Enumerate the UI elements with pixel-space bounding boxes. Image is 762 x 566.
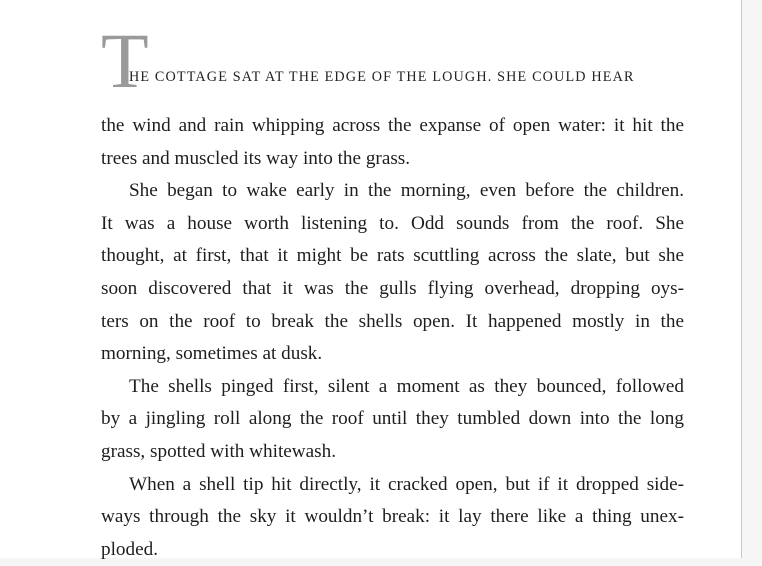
text-line: grass, spotted with whitewash. <box>101 440 337 462</box>
opening-line <box>101 17 684 110</box>
text-line: It was a house worth listening to. Odd sounds from the roof. She <box>101 212 684 234</box>
body-text <box>101 17 684 566</box>
paragraph-lines <box>101 110 684 566</box>
text-line: ploded. <box>101 538 159 560</box>
text-line: ways through the sky it wouldn’t break: it lay there like a thing unex- <box>101 506 684 528</box>
text-line: thought, at first, that it might be rats scuttling across the slate, but she <box>101 245 684 267</box>
drop-cap: T <box>101 17 149 104</box>
text-line: ters on the roof to break the shells open. It happened mostly in the <box>101 310 684 332</box>
text-line: The shells pinged first, silent a moment as they bounced, followed <box>129 375 684 397</box>
text-line: by a jingling roll along the roof until they tumbled down into the long <box>101 408 684 430</box>
opening-small-caps: HE COTTAGE SAT AT THE EDGE OF THE LOUGH. SHE COULD HEAR <box>129 69 635 85</box>
text-line: She began to wake early in the morning, even before the children. <box>129 180 684 202</box>
text-line: morning, sometimes at dusk. <box>101 343 323 365</box>
text-line: soon discovered that it was the gulls flying overhead, dropping oys- <box>101 277 684 299</box>
text-line: trees and muscled its way into the grass. <box>101 147 411 169</box>
text-line: the wind and rain whipping across the expanse of open water: it hit the <box>101 115 684 136</box>
text-line: When a shell tip hit directly, it cracked open, but if it dropped side- <box>129 473 684 495</box>
